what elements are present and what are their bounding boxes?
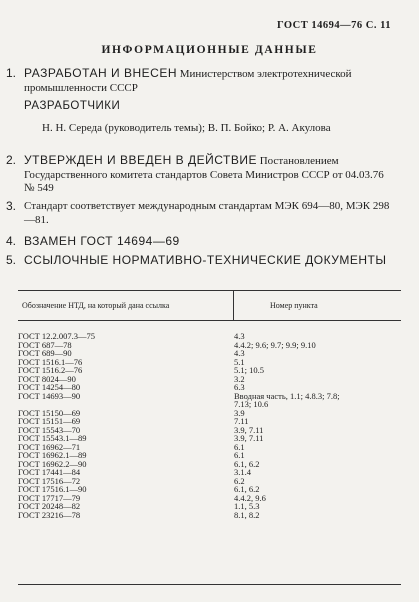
table-row — [18, 511, 408, 520]
section-text: Министерством электротехнической промышленности СССР — [24, 68, 352, 94]
table-body — [18, 332, 408, 519]
table-row — [18, 366, 408, 375]
table-top-rule — [18, 290, 401, 291]
section-number: 3. — [6, 199, 17, 213]
reference-cell: ГОСТ 17717—79 — [18, 492, 81, 503]
developers-names: Н. Н. Середа (руководитель темы); В. П. Бойко; Р. А. Акулова — [42, 122, 331, 134]
clause-cell: 7.11 — [234, 416, 249, 426]
section-2 — [6, 153, 394, 196]
section-1 — [6, 66, 394, 95]
table-header-reference: Обозначение НТД, на который дана ссылка — [22, 301, 170, 310]
clause-cell: 3.2 — [234, 373, 245, 384]
clause-cell: Вводная часть, 1.1; 4.8.3; 7.8; — [234, 390, 340, 401]
reference-cell: ГОСТ 15150—69 — [18, 407, 81, 418]
reference-cell: ГОСТ 17441—84 — [18, 467, 81, 477]
section-heading: ВЗАМЕН ГОСТ 14694—69 — [24, 234, 180, 248]
clause-cell: 6.2 — [234, 475, 245, 486]
clause-cell: 3.9, 7.11 — [234, 424, 264, 435]
clause-cell: 8.1, 8.2 — [234, 509, 260, 520]
section-5 — [6, 253, 394, 269]
reference-cell: ГОСТ 12.2.007.3—75 — [18, 331, 96, 341]
section-heading: УТВЕРЖДЕН И ВВЕДЕН В ДЕЙСТВИЕ — [24, 153, 257, 167]
reference-cell: ГОСТ 689—90 — [18, 348, 72, 358]
clause-cell: 3.9, 7.11 — [234, 433, 264, 443]
clause-cell: 4.3 — [234, 348, 245, 358]
section-number: 1. — [6, 66, 17, 80]
clause-cell: 4.3 — [234, 331, 245, 341]
clause-cell: 4.4.2; 9.6; 9.7; 9.9; 9.10 — [234, 339, 316, 350]
clause-cell: 6.1 — [234, 450, 245, 460]
reference-cell: ГОСТ 15543.1—89 — [18, 433, 87, 443]
section-number: 5. — [6, 253, 17, 267]
reference-cell: ГОСТ 16962.2—90 — [18, 458, 87, 469]
reference-cell: ГОСТ 1516.2—76 — [18, 365, 83, 375]
table-header-rule — [18, 320, 401, 321]
reference-cell: ГОСТ 16962.1—89 — [18, 450, 87, 460]
clause-cell: 6.1, 6.2 — [234, 458, 260, 469]
reference-cell: ГОСТ 17516.1—90 — [18, 484, 87, 494]
clause-cell: 7.13; 10.6 — [234, 399, 269, 409]
page-header: ГОСТ 14694—76 С. 11 — [276, 20, 391, 31]
table-column-divider — [233, 290, 234, 320]
clause-cell: 5.1 — [234, 356, 245, 367]
table-bottom-rule — [18, 584, 401, 585]
clause-cell: 3.1.4 — [234, 467, 251, 477]
section-number: 4. — [6, 234, 17, 248]
section-number: 2. — [6, 153, 17, 167]
developers-heading: РАЗРАБОТЧИКИ — [24, 100, 121, 112]
reference-cell: ГОСТ 15151—69 — [18, 416, 81, 426]
clause-cell: 3.9 — [234, 407, 245, 418]
clause-cell: 6.3 — [234, 382, 245, 392]
reference-cell: ГОСТ 14254—80 — [18, 382, 81, 392]
reference-cell: ГОСТ 15543—70 — [18, 424, 81, 435]
section-heading: РАЗРАБОТАН И ВНЕСЕН — [24, 66, 178, 80]
table-header-clause: Номер пункта — [270, 301, 318, 310]
clause-cell: 1.1, 5.3 — [234, 501, 260, 511]
reference-cell: ГОСТ 17516—72 — [18, 475, 81, 486]
section-text: Постановлением Государственного комитета стандартов Совета Министров СССР от 04.03.76 № 549 — [24, 155, 384, 194]
clause-cell: 5.1; 10.5 — [234, 365, 264, 375]
reference-cell: ГОСТ 16962—71 — [18, 441, 81, 452]
clause-cell: 6.1 — [234, 441, 245, 452]
section-heading: ССЫЛОЧНЫЕ НОРМАТИВНО-ТЕХНИЧЕСКИЕ ДОКУМЕНТЫ — [24, 253, 387, 267]
section-text: Стандарт соответствует международным стандартам МЭК 694—80, МЭК 298—81. — [24, 200, 390, 226]
clause-cell: 6.1, 6.2 — [234, 484, 260, 494]
table-row — [18, 332, 408, 341]
reference-cell: ГОСТ 20248—82 — [18, 501, 81, 511]
table-row — [18, 341, 408, 350]
reference-cell: ГОСТ 1516.1—76 — [18, 356, 83, 367]
reference-cell: ГОСТ 14693—90 — [18, 390, 81, 401]
document-title: ИНФОРМАЦИОННЫЕ ДАННЫЕ — [101, 44, 318, 56]
clause-cell: 4.4.2, 9.6 — [234, 492, 266, 503]
section-4 — [6, 234, 394, 250]
reference-cell: ГОСТ 8024—90 — [18, 373, 76, 384]
table-row — [18, 392, 408, 401]
section-3 — [6, 199, 394, 227]
reference-cell: ГОСТ 23216—78 — [18, 509, 81, 520]
reference-cell: ГОСТ 687—78 — [18, 339, 72, 350]
